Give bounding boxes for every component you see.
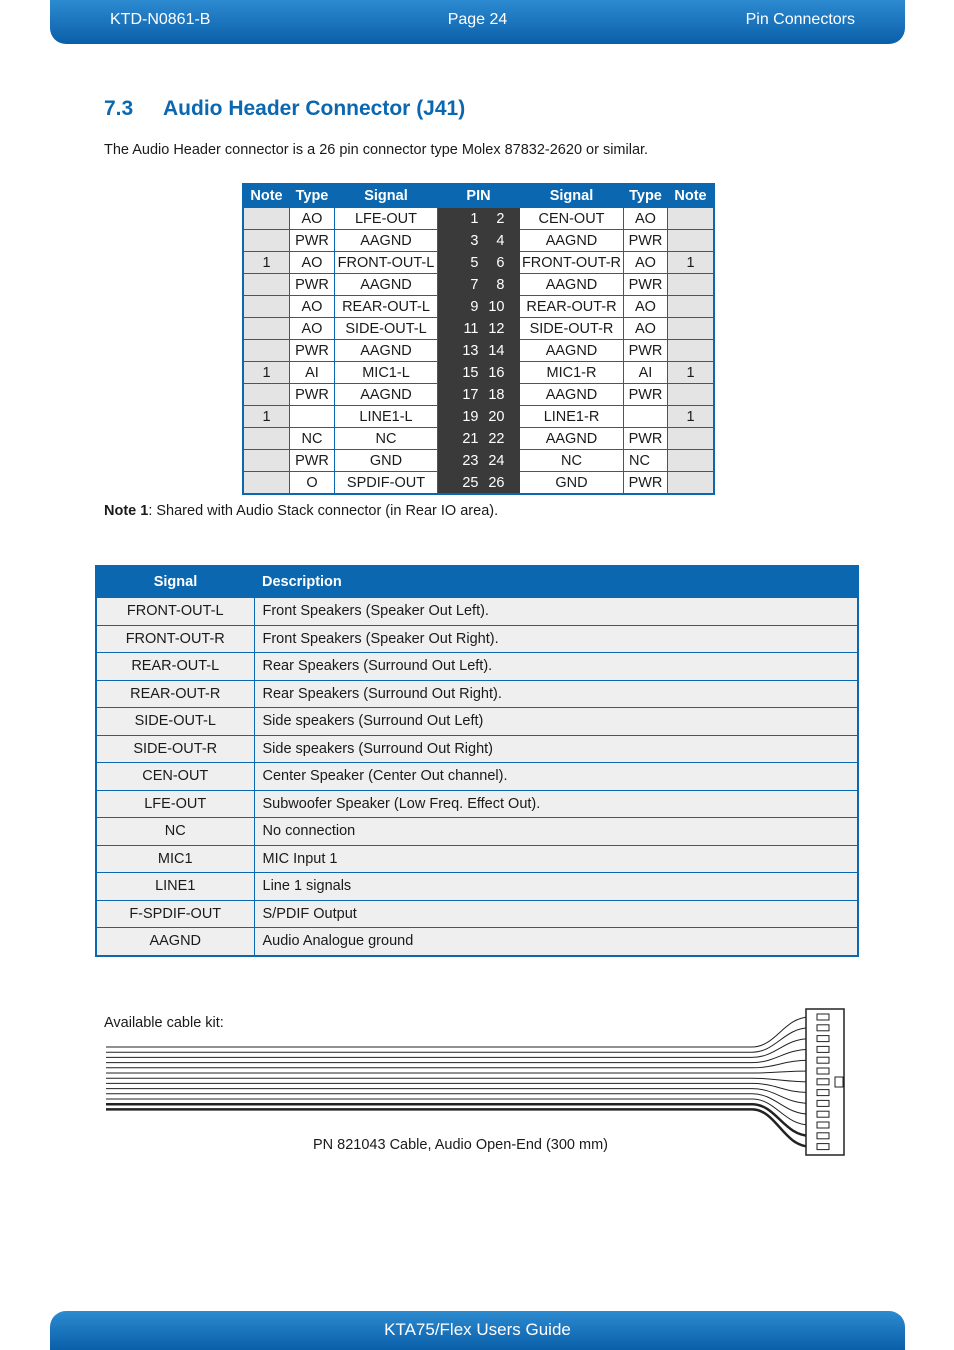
signal-description-cell: Side speakers (Surround Out Left) (254, 708, 858, 736)
type-right-cell: AO (624, 208, 668, 230)
note-left-cell: 1 (243, 362, 290, 384)
note-1 (104, 503, 498, 519)
signal-name-cell: F-SPDIF-OUT (96, 900, 254, 928)
type-right-cell (624, 406, 668, 428)
note-1-text: : Shared with Audio Stack connector (in Rear IO area). (148, 503, 499, 519)
signal-name-cell: FRONT-OUT-L (96, 598, 254, 626)
type-right-cell: PWR (624, 274, 668, 296)
signal-right-cell: REAR-OUT-R (520, 296, 624, 318)
signal-name-cell: SIDE-OUT-L (96, 708, 254, 736)
signal-description-cell: Front Speakers (Speaker Out Left). (254, 598, 858, 626)
type-left-cell: AO (290, 252, 335, 274)
pin-row (243, 472, 714, 495)
col-type-right: Type (624, 184, 668, 208)
col-type-left: Type (290, 184, 335, 208)
note-right-cell (668, 450, 715, 472)
pin-number-cell (438, 208, 520, 230)
signal-left-cell: AAGND (335, 274, 438, 296)
note-right-cell (668, 428, 715, 450)
pin-row (243, 384, 714, 406)
signal-description-cell: Subwoofer Speaker (Low Freq. Effect Out). (254, 790, 858, 818)
note-right-cell (668, 384, 715, 406)
desc-row (96, 625, 858, 653)
pin-number-cell (438, 296, 520, 318)
section-number: 7.3 (104, 97, 134, 120)
pin-number-cell (438, 472, 520, 495)
type-left-cell (290, 406, 335, 428)
signal-name-cell: NC (96, 818, 254, 846)
col-note-right: Note (668, 184, 715, 208)
pin-odd: 17 (462, 386, 479, 403)
type-right-cell: NC (624, 450, 668, 472)
signal-left-cell: MIC1-L (335, 362, 438, 384)
note-left-cell (243, 450, 290, 472)
page-footer (50, 1311, 905, 1350)
signal-description-cell: Rear Speakers (Surround Out Left). (254, 653, 858, 681)
pin-number-cell (438, 428, 520, 450)
signal-right-cell: NC (520, 450, 624, 472)
header-section: Pin Connectors (745, 11, 855, 28)
type-left-cell: AO (290, 208, 335, 230)
pin-even: 20 (488, 408, 505, 425)
note-right-cell (668, 274, 715, 296)
note-left-cell (243, 208, 290, 230)
note-left-cell (243, 428, 290, 450)
signal-description-cell: Front Speakers (Speaker Out Right). (254, 625, 858, 653)
type-left-cell: PWR (290, 274, 335, 296)
cable-wire (106, 1078, 810, 1082)
cable-wire (106, 1060, 810, 1068)
type-right-cell: AO (624, 318, 668, 340)
pin-table (242, 183, 715, 495)
col-signal-right: Signal (520, 184, 624, 208)
desc-row (96, 763, 858, 791)
type-right-cell: PWR (624, 340, 668, 362)
pin-even: 14 (488, 342, 505, 359)
signal-left-cell: GND (335, 450, 438, 472)
cable-caption: PN 821043 Cable, Audio Open-End (300 mm) (313, 1137, 609, 1153)
desc-row (96, 873, 858, 901)
pin-odd: 9 (470, 298, 479, 315)
signal-right-cell: LINE1-R (520, 406, 624, 428)
type-left-cell: AO (290, 296, 335, 318)
connector-pin (817, 1046, 829, 1052)
pin-even: 4 (496, 232, 505, 249)
pin-even: 24 (488, 452, 505, 469)
signal-description-cell: No connection (254, 818, 858, 846)
cable-wire (106, 1099, 810, 1125)
pin-even: 10 (488, 298, 505, 315)
connector-pin (817, 1068, 829, 1074)
signal-right-cell: CEN-OUT (520, 208, 624, 230)
col-description: Description (254, 566, 858, 598)
signal-name-cell: SIDE-OUT-R (96, 735, 254, 763)
signal-name-cell: LINE1 (96, 873, 254, 901)
signal-right-cell: AAGND (520, 274, 624, 296)
note-left-cell (243, 472, 290, 495)
signal-description-cell: S/PDIF Output (254, 900, 858, 928)
cable-wire (106, 1089, 810, 1104)
type-right-cell: PWR (624, 472, 668, 495)
note-left-cell (243, 230, 290, 252)
signal-left-cell: AAGND (335, 340, 438, 362)
type-left-cell: AI (290, 362, 335, 384)
note-right-cell (668, 340, 715, 362)
pin-row (243, 450, 714, 472)
desc-row (96, 680, 858, 708)
signal-right-cell: AAGND (520, 340, 624, 362)
pin-number-cell (438, 274, 520, 296)
note-left-cell: 1 (243, 252, 290, 274)
signal-left-cell: LFE-OUT (335, 208, 438, 230)
connector-pin (817, 1036, 829, 1042)
pin-row (243, 318, 714, 340)
pin-even: 8 (496, 276, 505, 293)
desc-row (96, 735, 858, 763)
type-left-cell: PWR (290, 340, 335, 362)
type-right-cell: AO (624, 296, 668, 318)
note-right-cell: 1 (668, 252, 715, 274)
note-right-cell (668, 208, 715, 230)
pin-odd: 25 (462, 474, 479, 491)
desc-row (96, 818, 858, 846)
pin-number-cell (438, 252, 520, 274)
connector-pin (817, 1025, 829, 1031)
page-header (50, 0, 905, 44)
signal-description-cell: Center Speaker (Center Out channel). (254, 763, 858, 791)
pin-odd: 21 (462, 430, 479, 447)
signal-left-cell: AAGND (335, 230, 438, 252)
type-right-cell: AI (624, 362, 668, 384)
desc-row (96, 900, 858, 928)
pin-number-cell (438, 230, 520, 252)
desc-row (96, 845, 858, 873)
pin-even: 6 (496, 254, 505, 271)
type-right-cell: PWR (624, 230, 668, 252)
pin-number-cell (438, 362, 520, 384)
pin-odd: 11 (463, 320, 479, 337)
connector-pin (817, 1090, 829, 1096)
note-right-cell (668, 230, 715, 252)
signal-description-cell: Audio Analogue ground (254, 928, 858, 956)
note-right-cell: 1 (668, 362, 715, 384)
intro-text: The Audio Header connector is a 26 pin connector type Molex 87832-2620 or similar. (104, 142, 649, 158)
signal-right-cell: AAGND (520, 384, 624, 406)
type-left-cell: PWR (290, 384, 335, 406)
pin-number-cell (438, 340, 520, 362)
signal-name-cell: MIC1 (96, 845, 254, 873)
desc-row (96, 708, 858, 736)
connector-pin (817, 1133, 829, 1139)
signal-left-cell: SPDIF-OUT (335, 472, 438, 495)
pin-row (243, 362, 714, 384)
signal-name-cell: REAR-OUT-R (96, 680, 254, 708)
pin-odd: 3 (470, 232, 479, 249)
pin-row (243, 428, 714, 450)
connector-pin (817, 1144, 829, 1150)
col-note-left: Note (243, 184, 290, 208)
section-heading (104, 97, 465, 121)
pin-row (243, 252, 714, 274)
desc-row (96, 653, 858, 681)
note-right-cell: 1 (668, 406, 715, 428)
note-right-cell (668, 296, 715, 318)
note-1-label: Note 1 (104, 503, 149, 519)
signal-right-cell: GND (520, 472, 624, 495)
connector-pin (817, 1122, 829, 1128)
cable-wire (106, 1049, 810, 1062)
signal-left-cell: FRONT-OUT-L (335, 252, 438, 274)
signal-name-cell: REAR-OUT-L (96, 653, 254, 681)
pin-row (243, 296, 714, 318)
desc-row (96, 790, 858, 818)
pin-row (243, 406, 714, 428)
signal-right-cell: AAGND (520, 230, 624, 252)
type-right-cell: AO (624, 252, 668, 274)
pin-odd: 1 (470, 210, 479, 227)
signal-right-cell: MIC1-R (520, 362, 624, 384)
connector-pin (817, 1079, 829, 1085)
page-number: Page 24 (447, 11, 508, 28)
type-left-cell: O (290, 472, 335, 495)
note-left-cell: 1 (243, 406, 290, 428)
cable-wire (106, 1017, 810, 1047)
signal-name-cell: AAGND (96, 928, 254, 956)
cable-wire (106, 1028, 810, 1052)
signal-description-table (95, 565, 859, 957)
type-left-cell: AO (290, 318, 335, 340)
pin-odd: 7 (470, 276, 479, 293)
signal-name-cell: LFE-OUT (96, 790, 254, 818)
section-title: Audio Header Connector (J41) (163, 97, 466, 120)
signal-right-cell: SIDE-OUT-R (520, 318, 624, 340)
footer-title: KTA75/Flex Users Guide (384, 1320, 571, 1339)
type-left-cell: PWR (290, 230, 335, 252)
note-left-cell (243, 384, 290, 406)
signal-right-cell: AAGND (520, 428, 624, 450)
type-right-cell: PWR (624, 428, 668, 450)
type-left-cell: NC (290, 428, 335, 450)
pin-number-cell (438, 318, 520, 340)
signal-left-cell: LINE1-L (335, 406, 438, 428)
desc-row (96, 928, 858, 956)
signal-left-cell: REAR-OUT-L (335, 296, 438, 318)
pin-even: 22 (488, 430, 505, 447)
note-right-cell (668, 472, 715, 495)
pin-row (243, 340, 714, 362)
pin-odd: 15 (462, 364, 479, 381)
pin-odd: 19 (462, 408, 479, 425)
note-left-cell (243, 274, 290, 296)
desc-row (96, 598, 858, 626)
desc-table-header (96, 566, 858, 598)
signal-description-cell: Line 1 signals (254, 873, 858, 901)
type-left-cell: PWR (290, 450, 335, 472)
signal-name-cell: CEN-OUT (96, 763, 254, 791)
pin-number-cell (438, 450, 520, 472)
doc-id: KTD-N0861-B (110, 11, 211, 28)
pin-row (243, 208, 714, 230)
pin-even: 26 (488, 474, 505, 491)
signal-left-cell: SIDE-OUT-L (335, 318, 438, 340)
pin-odd: 13 (462, 342, 479, 359)
connector-pin (817, 1014, 829, 1020)
signal-description-cell: Side speakers (Surround Out Right) (254, 735, 858, 763)
pin-even: 2 (496, 210, 505, 227)
signal-left-cell: NC (335, 428, 438, 450)
signal-name-cell: FRONT-OUT-R (96, 625, 254, 653)
connector-pin (817, 1100, 829, 1106)
connector-pin (817, 1111, 829, 1117)
signal-description-cell: Rear Speakers (Surround Out Right). (254, 680, 858, 708)
col-pin: PIN (438, 184, 520, 208)
pin-table-header (243, 184, 714, 208)
cable-wire (106, 1039, 810, 1058)
note-left-cell (243, 318, 290, 340)
pin-odd: 5 (470, 254, 479, 271)
connector-pin (817, 1057, 829, 1063)
pin-odd: 23 (462, 452, 479, 469)
type-right-cell: PWR (624, 384, 668, 406)
pin-number-cell (438, 384, 520, 406)
note-left-cell (243, 296, 290, 318)
pin-even: 12 (488, 320, 505, 337)
col-signal: Signal (96, 566, 254, 598)
pin-even: 16 (488, 364, 505, 381)
cable-kit-label: Available cable kit: (104, 1015, 224, 1031)
note-left-cell (243, 340, 290, 362)
signal-left-cell: AAGND (335, 384, 438, 406)
note-right-cell (668, 318, 715, 340)
pin-row (243, 274, 714, 296)
pin-even: 18 (488, 386, 505, 403)
pin-row (243, 230, 714, 252)
pin-number-cell (438, 406, 520, 428)
col-signal-left: Signal (335, 184, 438, 208)
cable-wire (106, 1071, 810, 1073)
signal-right-cell: FRONT-OUT-R (520, 252, 624, 274)
signal-description-cell: MIC Input 1 (254, 845, 858, 873)
cable-wire (106, 1083, 810, 1092)
